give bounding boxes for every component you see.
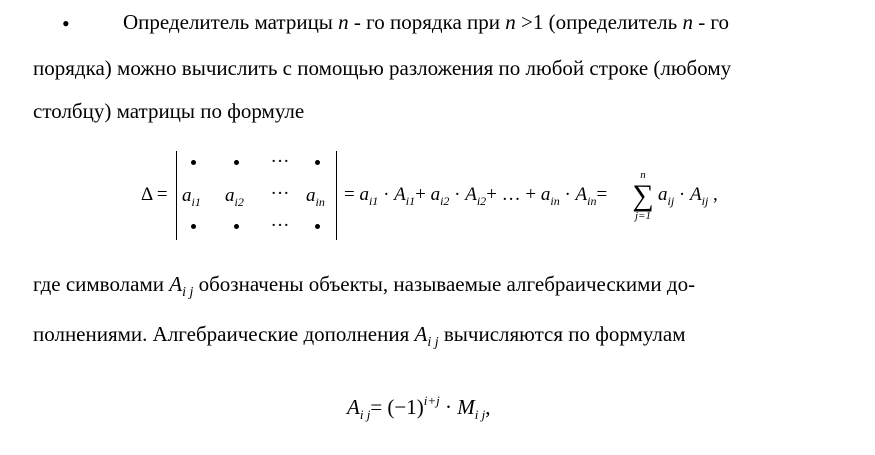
para1-line2: порядка) можно вычислить с помощью разложения по любой строке (любому <box>33 56 732 80</box>
para1-line1: Определитель матрицы n - го порядка при n >1 (определитель n - го <box>123 10 730 34</box>
matrix-right-bar <box>336 151 337 240</box>
para2-line2: полнениями. Алгебраические дополнения $A_{i j}$ вычисляются по формулам <box>33 322 686 350</box>
matrix-element: $a_{i2}$ <box>225 185 244 209</box>
delta-equals: Δ = <box>141 184 168 205</box>
sigma-symbol: ∑ <box>632 179 654 212</box>
matrix-dot <box>315 224 320 229</box>
matrix-dot <box>234 224 239 229</box>
para2-line1: где символами $A_{i j}$ обозначены объекты, называемые алгебраическими до- <box>33 272 696 300</box>
bullet-marker: • <box>62 11 70 36</box>
sum-upper-limit: n <box>640 169 646 181</box>
cofactor-formula: $A_{i j}= (-1)^{i+j} \cdot M_{i j}$, <box>347 393 491 422</box>
matrix-element: $a_{in}$ <box>306 185 325 209</box>
para1-line3: столбцу) матрицы по формуле <box>33 99 305 123</box>
matrix-dot <box>191 224 196 229</box>
summation <box>629 170 657 222</box>
matrix-dot <box>234 160 239 165</box>
matrix-dot <box>191 160 196 165</box>
matrix-element: $a_{i1}$ <box>182 185 201 209</box>
expansion-terms: = $a_{i1} \cdot A_{i1}+ a_{i2} \cdot A_{i2}+$ … + $a_{in} \cdot A_{in}=$ <box>344 184 608 208</box>
matrix-dot <box>315 160 320 165</box>
matrix-left-bar <box>176 151 177 240</box>
matrix-ellipsis: ··· <box>270 215 290 236</box>
sum-lower-limit: j=1 <box>635 210 651 222</box>
sum-term: $a_{ij} \cdot A_{ij}$ , <box>658 184 718 208</box>
matrix-ellipsis: ··· <box>270 151 290 172</box>
matrix-ellipsis: ··· <box>270 183 290 204</box>
